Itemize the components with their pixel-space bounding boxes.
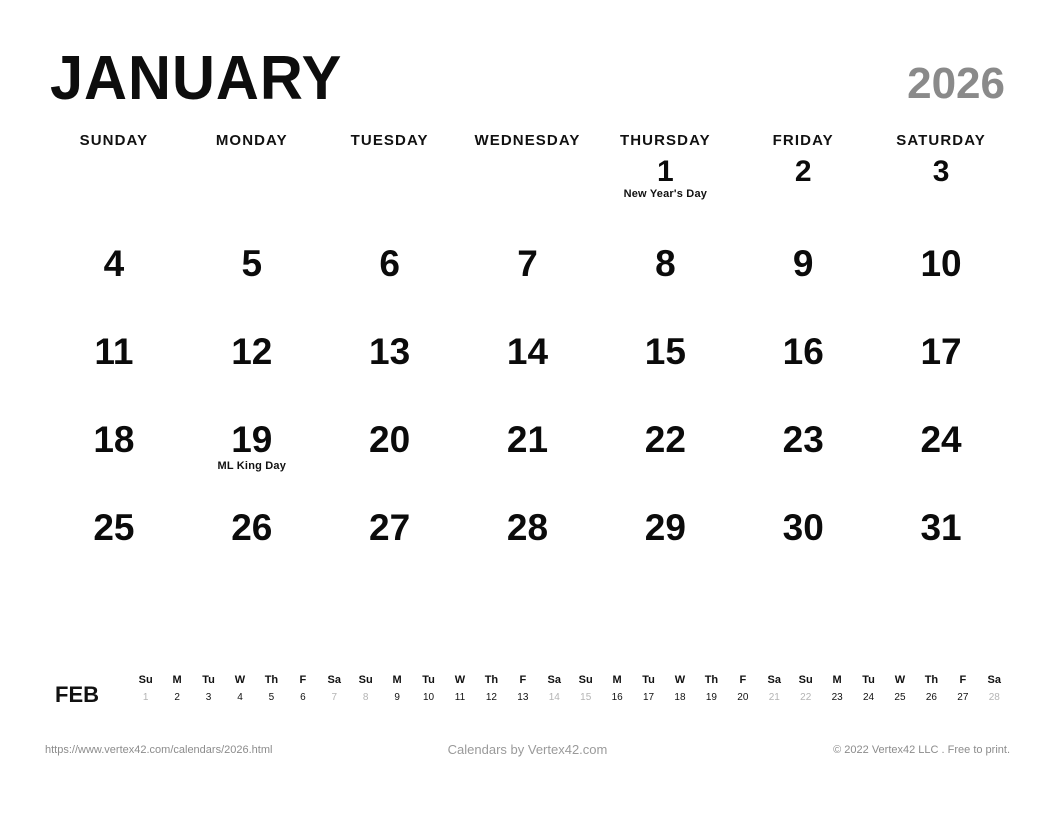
mini-day-number: 14 (548, 691, 560, 703)
day-cell[interactable] (872, 331, 1010, 419)
mini-day-number: 18 (674, 691, 686, 703)
day-cell[interactable] (321, 507, 459, 595)
mini-day-column[interactable] (570, 672, 601, 706)
day-number: 9 (792, 243, 814, 284)
day-number: 17 (920, 331, 962, 372)
day-number: 1 (657, 155, 674, 188)
mini-dow-label: M (172, 674, 182, 686)
mini-day-column[interactable] (507, 672, 538, 706)
mini-dow-label: F (959, 674, 967, 686)
mini-day-number: 12 (485, 691, 497, 703)
mini-day-number: 21 (768, 691, 780, 703)
mini-day-number: 10 (423, 691, 435, 703)
mini-day-number: 5 (268, 691, 275, 703)
mini-day-number: 8 (362, 691, 369, 703)
mini-dow-label: Sa (547, 674, 562, 686)
day-number: 27 (369, 507, 411, 548)
day-number: 12 (231, 331, 273, 372)
day-cell[interactable] (596, 155, 734, 243)
day-cell[interactable] (183, 507, 321, 595)
mini-day-number: 3 (205, 691, 212, 703)
day-number: 29 (644, 507, 686, 548)
day-cell[interactable] (872, 507, 1010, 595)
mini-day-number: 7 (331, 691, 338, 703)
calendar-grid (45, 155, 1010, 595)
mini-dow-label: Tu (862, 674, 875, 686)
mini-dow-label: F (519, 674, 527, 686)
mini-dow-label: Su (358, 674, 373, 686)
mini-day-number: 9 (394, 691, 400, 703)
day-cell[interactable] (734, 155, 872, 243)
weekday-label-tuesday: TUESDAY (350, 132, 429, 149)
day-cell[interactable] (45, 507, 183, 595)
day-number: 8 (655, 243, 676, 284)
mini-day-column[interactable] (947, 672, 978, 706)
mini-day-column[interactable] (193, 672, 224, 706)
day-cell[interactable] (459, 331, 597, 419)
weekday-label-sunday: SUNDAY (79, 132, 149, 149)
mini-dow-label: Su (138, 674, 153, 686)
day-cell[interactable] (459, 419, 597, 507)
mini-day-number: 20 (737, 691, 749, 703)
day-cell[interactable] (183, 243, 321, 331)
mini-day-column[interactable] (287, 672, 318, 706)
day-number: 7 (517, 243, 538, 284)
day-number: 26 (231, 507, 273, 548)
mini-day-column[interactable] (350, 672, 381, 706)
page-footer (45, 742, 1010, 757)
weekday-label-friday: FRIDAY (772, 132, 834, 149)
mini-day-column[interactable] (884, 672, 915, 706)
day-number: 18 (93, 419, 135, 460)
mini-day-column[interactable] (821, 672, 852, 706)
mini-month-label: FEB (55, 682, 99, 707)
day-cell[interactable] (734, 243, 872, 331)
day-cell[interactable] (596, 507, 734, 595)
day-cell[interactable] (183, 331, 321, 419)
day-number: 31 (920, 507, 962, 548)
mini-day-column[interactable] (413, 672, 444, 706)
footer-copyright: © 2022 Vertex42 LLC . Free to print. (833, 743, 1011, 756)
day-number: 25 (93, 507, 135, 548)
mini-dow-label: W (894, 674, 906, 686)
day-cell[interactable] (45, 243, 183, 331)
mini-day-number: 16 (611, 691, 623, 703)
mini-dow-label: Tu (422, 674, 435, 686)
calendar-header (45, 30, 1010, 113)
mini-dow-label: W (234, 674, 246, 686)
mini-day-column[interactable] (759, 672, 790, 706)
weekday-label-wednesday: WEDNESDAY (474, 132, 581, 149)
footer-brand[interactable]: Calendars by Vertex42.com (447, 742, 608, 757)
day-number: 4 (103, 243, 125, 284)
mini-day-number: 1 (142, 691, 149, 703)
mini-day-number: 2 (174, 691, 180, 703)
mini-dow-label: M (612, 674, 622, 686)
mini-day-column[interactable] (790, 672, 821, 706)
mini-day-column[interactable] (130, 672, 161, 706)
mini-day-column[interactable] (444, 672, 475, 706)
day-cell[interactable] (321, 419, 459, 507)
day-cell[interactable] (321, 331, 459, 419)
mini-month-grid (130, 672, 1010, 706)
weekday-label-monday: MONDAY (215, 132, 288, 149)
mini-dow-label: Tu (642, 674, 655, 686)
mini-day-number: 22 (800, 691, 812, 703)
day-cell[interactable] (321, 155, 459, 243)
day-cell[interactable] (872, 419, 1010, 507)
day-number: 22 (644, 419, 686, 460)
day-cell[interactable] (734, 507, 872, 595)
mini-day-number: 25 (894, 691, 906, 703)
mini-month-strip (45, 672, 1010, 708)
mini-dow-label: Th (264, 674, 279, 686)
mini-day-number: 23 (831, 691, 843, 703)
mini-day-column[interactable] (539, 672, 570, 706)
weekday-header-row (45, 132, 1010, 149)
day-cell[interactable] (45, 155, 183, 243)
day-cell[interactable] (596, 419, 734, 507)
mini-day-column[interactable] (633, 672, 664, 706)
year-label: 2026 (907, 59, 1005, 108)
day-number: 10 (920, 243, 962, 284)
mini-day-column[interactable] (161, 672, 192, 706)
day-number: 23 (782, 419, 824, 460)
day-cell[interactable] (459, 507, 597, 595)
mini-day-column[interactable] (727, 672, 758, 706)
mini-day-column[interactable] (256, 672, 287, 706)
mini-day-column[interactable] (664, 672, 695, 706)
mini-dow-label: W (674, 674, 686, 686)
day-cell[interactable] (734, 331, 872, 419)
mini-day-column[interactable] (476, 672, 507, 706)
day-number: 19 (231, 419, 273, 460)
day-number: 30 (782, 507, 824, 548)
day-number: 20 (369, 419, 411, 460)
mini-dow-label: Sa (327, 674, 342, 686)
mini-dow-label: Th (924, 674, 939, 686)
day-number: 2 (794, 155, 812, 188)
day-cell[interactable] (45, 331, 183, 419)
mini-day-column[interactable] (319, 672, 350, 706)
mini-dow-label: Th (484, 674, 499, 686)
day-number: 16 (782, 331, 824, 372)
mini-day-number: 11 (454, 691, 466, 703)
day-cell[interactable] (872, 243, 1010, 331)
day-number: 14 (506, 331, 549, 372)
day-number: 11 (94, 331, 134, 372)
day-cell[interactable] (183, 419, 321, 507)
day-number: 5 (241, 243, 263, 284)
mini-dow-label: Su (578, 674, 593, 686)
mini-dow-label: Sa (987, 674, 1002, 686)
page-title: JANUARY (50, 44, 343, 113)
mini-day-number: 28 (988, 691, 1000, 703)
day-cell[interactable] (183, 155, 321, 243)
day-number: 28 (506, 507, 549, 548)
mini-dow-label: Sa (767, 674, 782, 686)
mini-day-column[interactable] (979, 672, 1010, 706)
day-number: 13 (369, 331, 411, 372)
weekday-label-thursday: THURSDAY (619, 132, 711, 149)
mini-day-column[interactable] (601, 672, 632, 706)
day-number: 21 (506, 419, 549, 460)
day-note: New Year's Day (623, 187, 708, 200)
mini-day-number: 6 (300, 691, 306, 703)
mini-day-column[interactable] (696, 672, 727, 706)
mini-dow-label: F (299, 674, 307, 686)
day-cell[interactable] (459, 155, 597, 243)
mini-day-number: 15 (580, 691, 592, 703)
mini-day-number: 26 (925, 691, 937, 703)
day-cell[interactable] (734, 419, 872, 507)
day-cell[interactable] (596, 243, 734, 331)
mini-day-number: 24 (863, 691, 875, 703)
day-cell[interactable] (596, 331, 734, 419)
day-note: ML King Day (217, 459, 287, 472)
mini-dow-label: W (454, 674, 466, 686)
mini-day-column[interactable] (381, 672, 412, 706)
day-cell[interactable] (872, 155, 1010, 243)
mini-dow-label: Su (798, 674, 813, 686)
day-number: 15 (644, 331, 686, 372)
day-number: 3 (932, 155, 950, 188)
mini-day-column[interactable] (916, 672, 947, 706)
day-number: 6 (379, 243, 400, 284)
mini-dow-label: M (392, 674, 402, 686)
mini-dow-label: F (739, 674, 747, 686)
mini-dow-label: M (832, 674, 842, 686)
mini-day-number: 13 (517, 691, 529, 703)
mini-dow-label: Th (704, 674, 719, 686)
day-cell[interactable] (45, 419, 183, 507)
mini-day-number: 17 (643, 691, 655, 703)
footer-url[interactable]: https://www.vertex42.com/calendars/2026.html (45, 743, 273, 756)
mini-day-number: 27 (957, 691, 969, 703)
day-cell[interactable] (459, 243, 597, 331)
mini-day-column[interactable] (224, 672, 255, 706)
mini-day-number: 4 (237, 691, 243, 703)
day-cell[interactable] (321, 243, 459, 331)
mini-day-number: 19 (705, 691, 717, 703)
weekday-label-saturday: SATURDAY (896, 132, 986, 149)
mini-dow-label: Tu (202, 674, 215, 686)
day-number: 24 (920, 419, 962, 460)
mini-day-column[interactable] (853, 672, 884, 706)
